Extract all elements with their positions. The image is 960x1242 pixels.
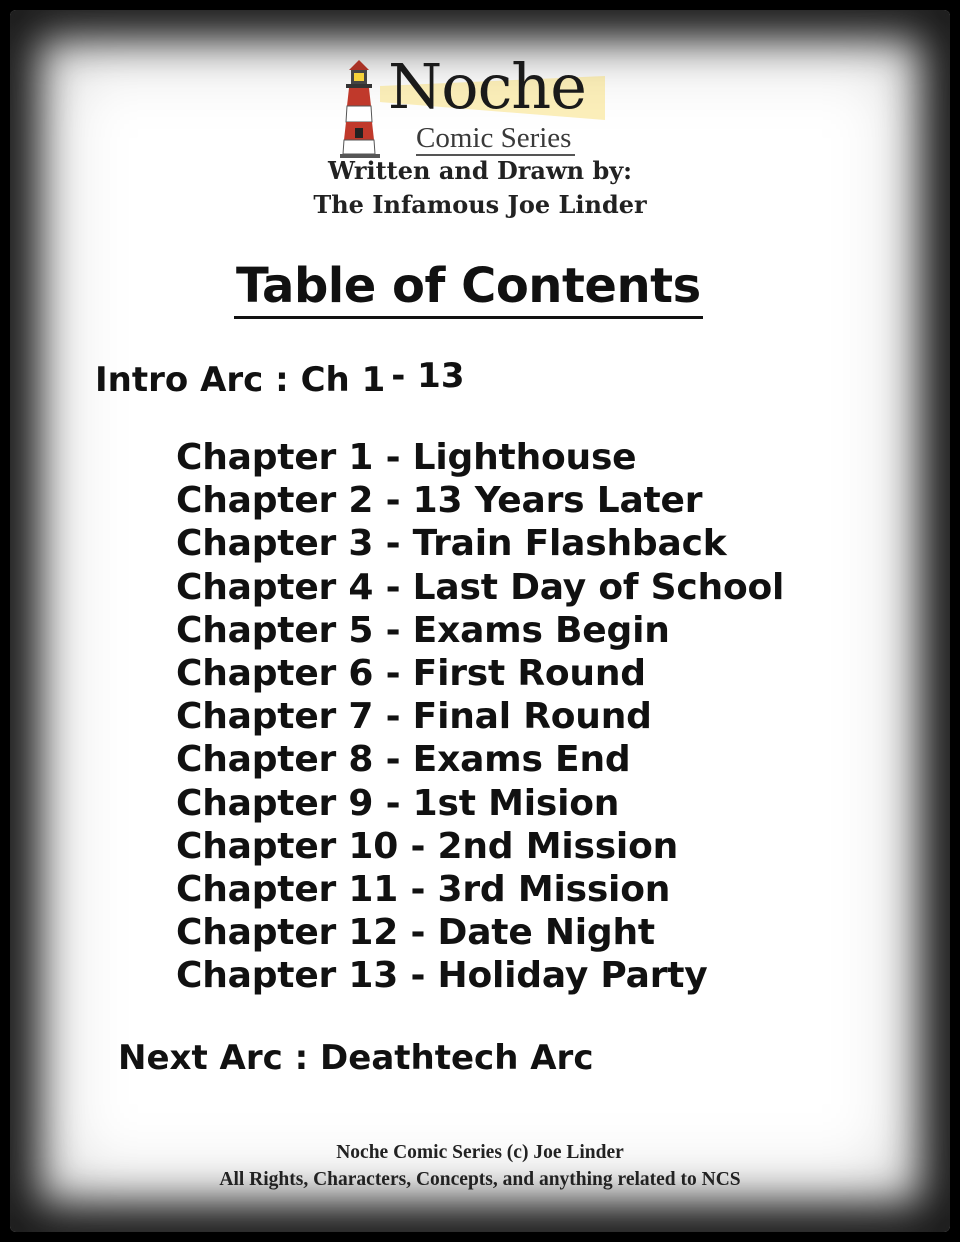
chapter-item: Chapter 3 - Train Flashback	[176, 523, 727, 565]
noche-logo	[340, 50, 610, 168]
chapter-list	[176, 436, 784, 998]
chapter-item: Chapter 6 - First Round	[176, 653, 646, 695]
page-title: Table of Contents	[234, 256, 703, 319]
chapter-item: Chapter 1 - Lighthouse	[176, 437, 637, 478]
chapter-item: Chapter 5 - Exams Begin	[176, 609, 670, 651]
chapter-item: Chapter 7 - Final Round	[176, 696, 652, 738]
intro-arc-heading	[95, 356, 465, 400]
logo-title: Noche	[388, 50, 586, 123]
byline-written-by: Written and Drawn by:	[327, 156, 633, 185]
chapter-item: Chapter 9 - 1st Mision	[176, 782, 620, 824]
copyright-line: Noche Comic Series (c) Joe Linder	[336, 1142, 624, 1163]
intro-arc-label: Intro Arc : Ch 1	[95, 360, 386, 400]
intro-arc-range: - 13	[391, 356, 465, 396]
chapter-item: Chapter 13 - Holiday Party	[176, 955, 708, 997]
rights-line: All Rights, Characters, Concepts, and anything related to NCS	[219, 1169, 741, 1190]
byline-author: The Infamous Joe Linder	[313, 190, 647, 219]
next-arc-heading: Next Arc : Deathtech Arc	[118, 1038, 594, 1078]
logo-subtitle: Comic Series	[416, 122, 575, 156]
chapter-item: Chapter 4 - Last Day of School	[176, 566, 785, 608]
chapter-item: Chapter 12 - Date Night	[176, 912, 655, 954]
chapter-item: Chapter 8 - Exams End	[176, 739, 631, 781]
chapter-item: Chapter 10 - 2nd Mission	[176, 825, 679, 867]
toc-page	[10, 10, 950, 1232]
chapter-item: Chapter 11 - 3rd Mission	[176, 869, 671, 911]
chapter-item: Chapter 2 - 13 Years Later	[176, 480, 703, 522]
